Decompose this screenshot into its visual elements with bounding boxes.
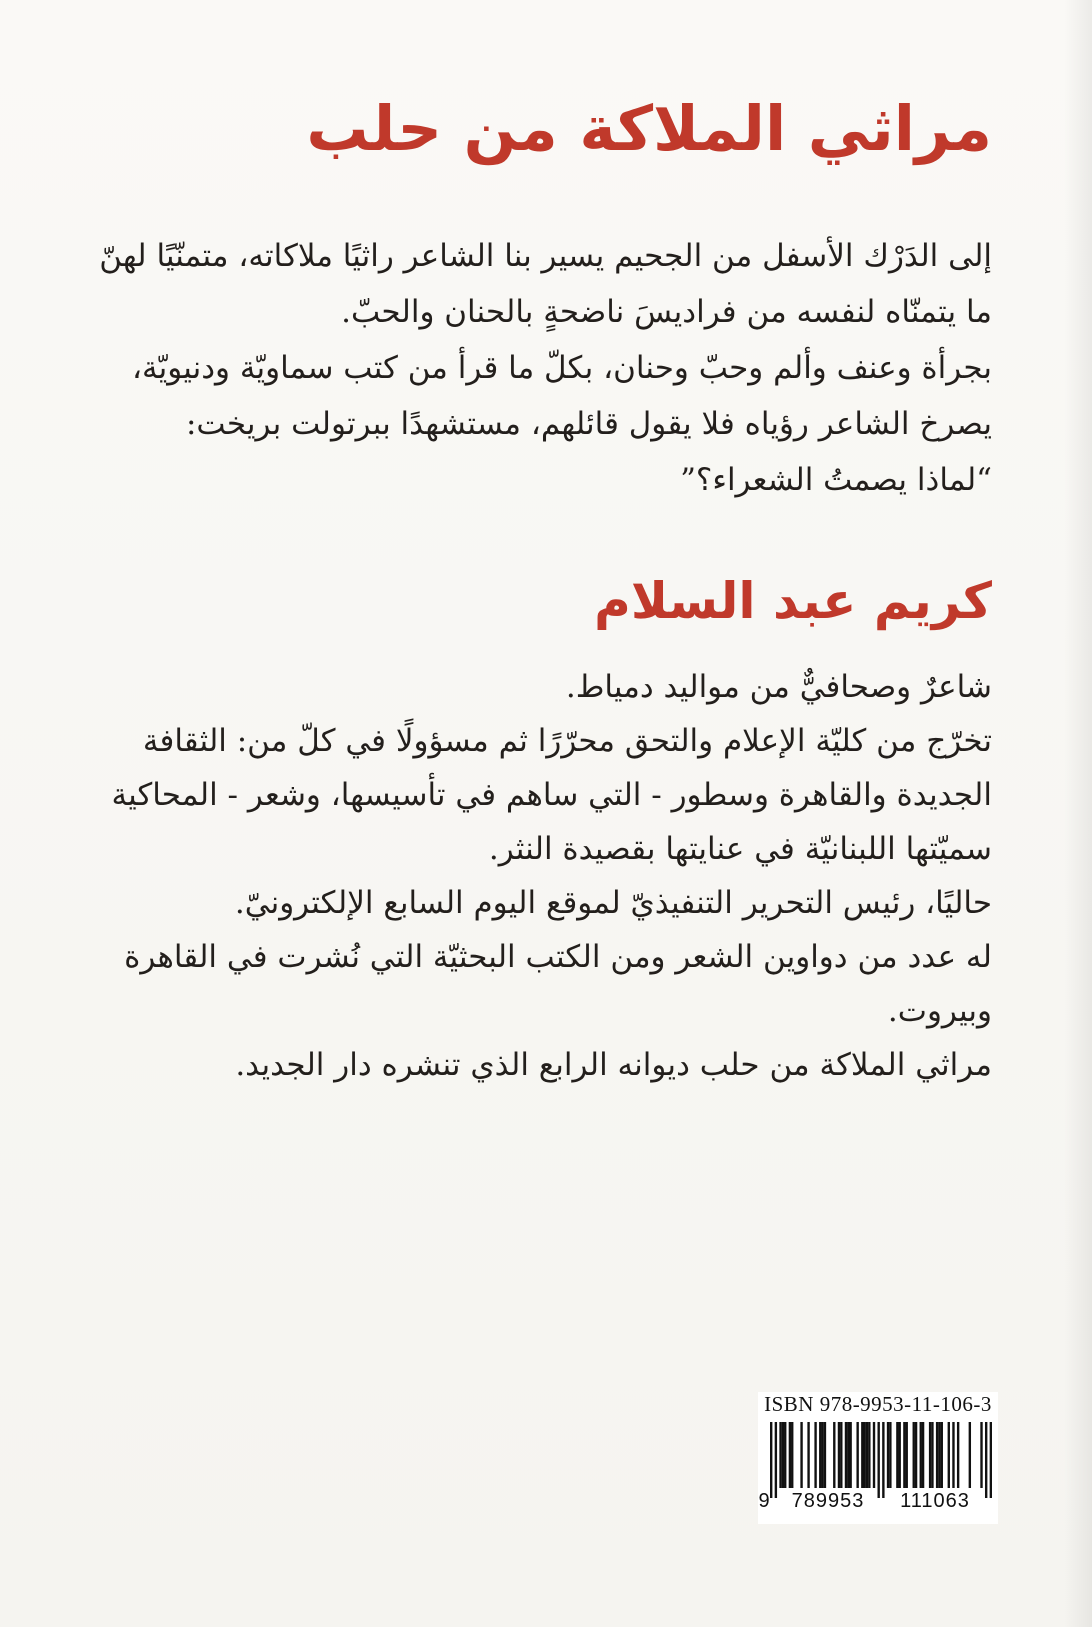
barcode-bar bbox=[856, 1422, 858, 1488]
barcode-bar bbox=[770, 1422, 772, 1498]
barcode-bar bbox=[952, 1422, 954, 1488]
barcode-bar bbox=[913, 1422, 915, 1488]
barcode-bar bbox=[819, 1422, 821, 1488]
barcode-bar bbox=[931, 1422, 933, 1488]
barcode-bar bbox=[840, 1422, 842, 1488]
bio-line: الجديدة والقاهرة وسطور - التي ساهم في تأسيسها، وشعر - المحاكية bbox=[111, 777, 992, 813]
barcode-bar bbox=[948, 1422, 950, 1488]
barcode-bar bbox=[957, 1422, 959, 1488]
barcode-bar bbox=[936, 1422, 938, 1488]
barcode-bar bbox=[789, 1422, 791, 1488]
barcode-bar bbox=[882, 1422, 884, 1498]
barcode-bar bbox=[779, 1422, 781, 1488]
author-name: كريم عبد السلام bbox=[594, 572, 992, 630]
blurb-line: يصرخ الشاعر رؤياه فلا يقول قائلهم، مستشهدًا ببرتولت بريخت: bbox=[185, 406, 992, 442]
barcode-bar bbox=[899, 1422, 901, 1488]
barcode-bar bbox=[807, 1422, 809, 1488]
barcode-bar bbox=[906, 1422, 908, 1488]
blurb-line: بجرأة وعنف وألم وحبّ وحنان، بكلّ ما قرأ من كتب سماويّة ودنيويّة، bbox=[132, 350, 992, 386]
barcode-bar bbox=[877, 1422, 879, 1498]
barcode-bar bbox=[824, 1422, 826, 1488]
barcode-bar bbox=[791, 1422, 793, 1488]
barcode-bar bbox=[833, 1422, 835, 1488]
barcode-bar bbox=[896, 1422, 898, 1488]
bio-line: تخرّج من كليّة الإعلام والتحق محرّرًا ثم مسؤولًا في كلّ من: الثقافة bbox=[142, 723, 992, 759]
isbn-barcode bbox=[758, 1392, 998, 1524]
book-title: مراثي الملاكة من حلب bbox=[306, 92, 992, 165]
barcode-bar bbox=[861, 1422, 863, 1488]
bio-line: سميّتها اللبنانيّة في عنايتها بقصيدة النثر. bbox=[488, 831, 992, 867]
barcode-digits-right: 111063 bbox=[900, 1490, 970, 1512]
barcode-bar bbox=[814, 1422, 816, 1488]
barcode-digit-first: 9 bbox=[758, 1490, 770, 1512]
barcode-bar bbox=[887, 1422, 889, 1488]
barcode-bar bbox=[838, 1422, 840, 1488]
barcode-digits-left: 789953 bbox=[791, 1490, 865, 1512]
barcode-bar bbox=[873, 1422, 875, 1488]
blurb-line: إلى الدَرْك الأسفل من الجحيم يسير بنا الشاعر راثيًا ملاكاته، متمنّيًا لهنّ bbox=[99, 238, 992, 274]
barcode-bar bbox=[915, 1422, 917, 1488]
barcode-bar bbox=[866, 1422, 868, 1488]
barcode-bar bbox=[847, 1422, 849, 1488]
barcode-bars bbox=[770, 1422, 992, 1498]
barcode-bar bbox=[775, 1422, 777, 1498]
barcode-bar bbox=[980, 1422, 982, 1488]
barcode-bar bbox=[800, 1422, 802, 1488]
barcode-bar bbox=[990, 1422, 992, 1498]
barcode-bar bbox=[849, 1422, 851, 1488]
barcode-bar bbox=[922, 1422, 924, 1488]
barcode-bar bbox=[889, 1422, 891, 1488]
bio-line: مراثي الملاكة من حلب ديوانه الرابع الذي تنشره دار الجديد. bbox=[235, 1047, 992, 1083]
barcode-bar bbox=[903, 1422, 905, 1488]
barcode-bar bbox=[784, 1422, 786, 1488]
barcode-bar bbox=[938, 1422, 940, 1488]
barcode-bar bbox=[929, 1422, 931, 1488]
barcode-bar bbox=[969, 1422, 971, 1488]
page-edge-shadow bbox=[1064, 0, 1092, 1627]
barcode-bar bbox=[941, 1422, 943, 1488]
barcode-bar bbox=[821, 1422, 823, 1488]
bio-line: حاليًا، رئيس التحرير التنفيذيّ لموقع اليوم السابع الإلكترونيّ. bbox=[234, 885, 992, 921]
barcode-bar bbox=[920, 1422, 922, 1488]
blurb-text bbox=[99, 228, 992, 508]
barcode-bar bbox=[782, 1422, 784, 1488]
barcode-bar bbox=[985, 1422, 987, 1498]
bio-line: شاعرٌ وصحافيٌّ من مواليد دمياط. bbox=[565, 669, 992, 705]
blurb-line: ما يتمنّاه لنفسه من فراديسَ ناضحةٍ بالحنان والحبّ. bbox=[341, 294, 992, 330]
blurb-line: “لماذا يصمتُ الشعراء؟” bbox=[680, 462, 992, 498]
barcode-bar bbox=[863, 1422, 865, 1488]
isbn-label: ISBN 978-9953-11-106-3 bbox=[764, 1392, 992, 1416]
barcode-bar bbox=[868, 1422, 870, 1488]
author-bio bbox=[111, 660, 992, 1092]
bio-line: له عدد من دواوين الشعر ومن الكتب البحثيّة التي نُشرت في القاهرة bbox=[124, 939, 992, 975]
bio-line: وبيروت. bbox=[887, 993, 992, 1029]
barcode-bar bbox=[845, 1422, 847, 1488]
